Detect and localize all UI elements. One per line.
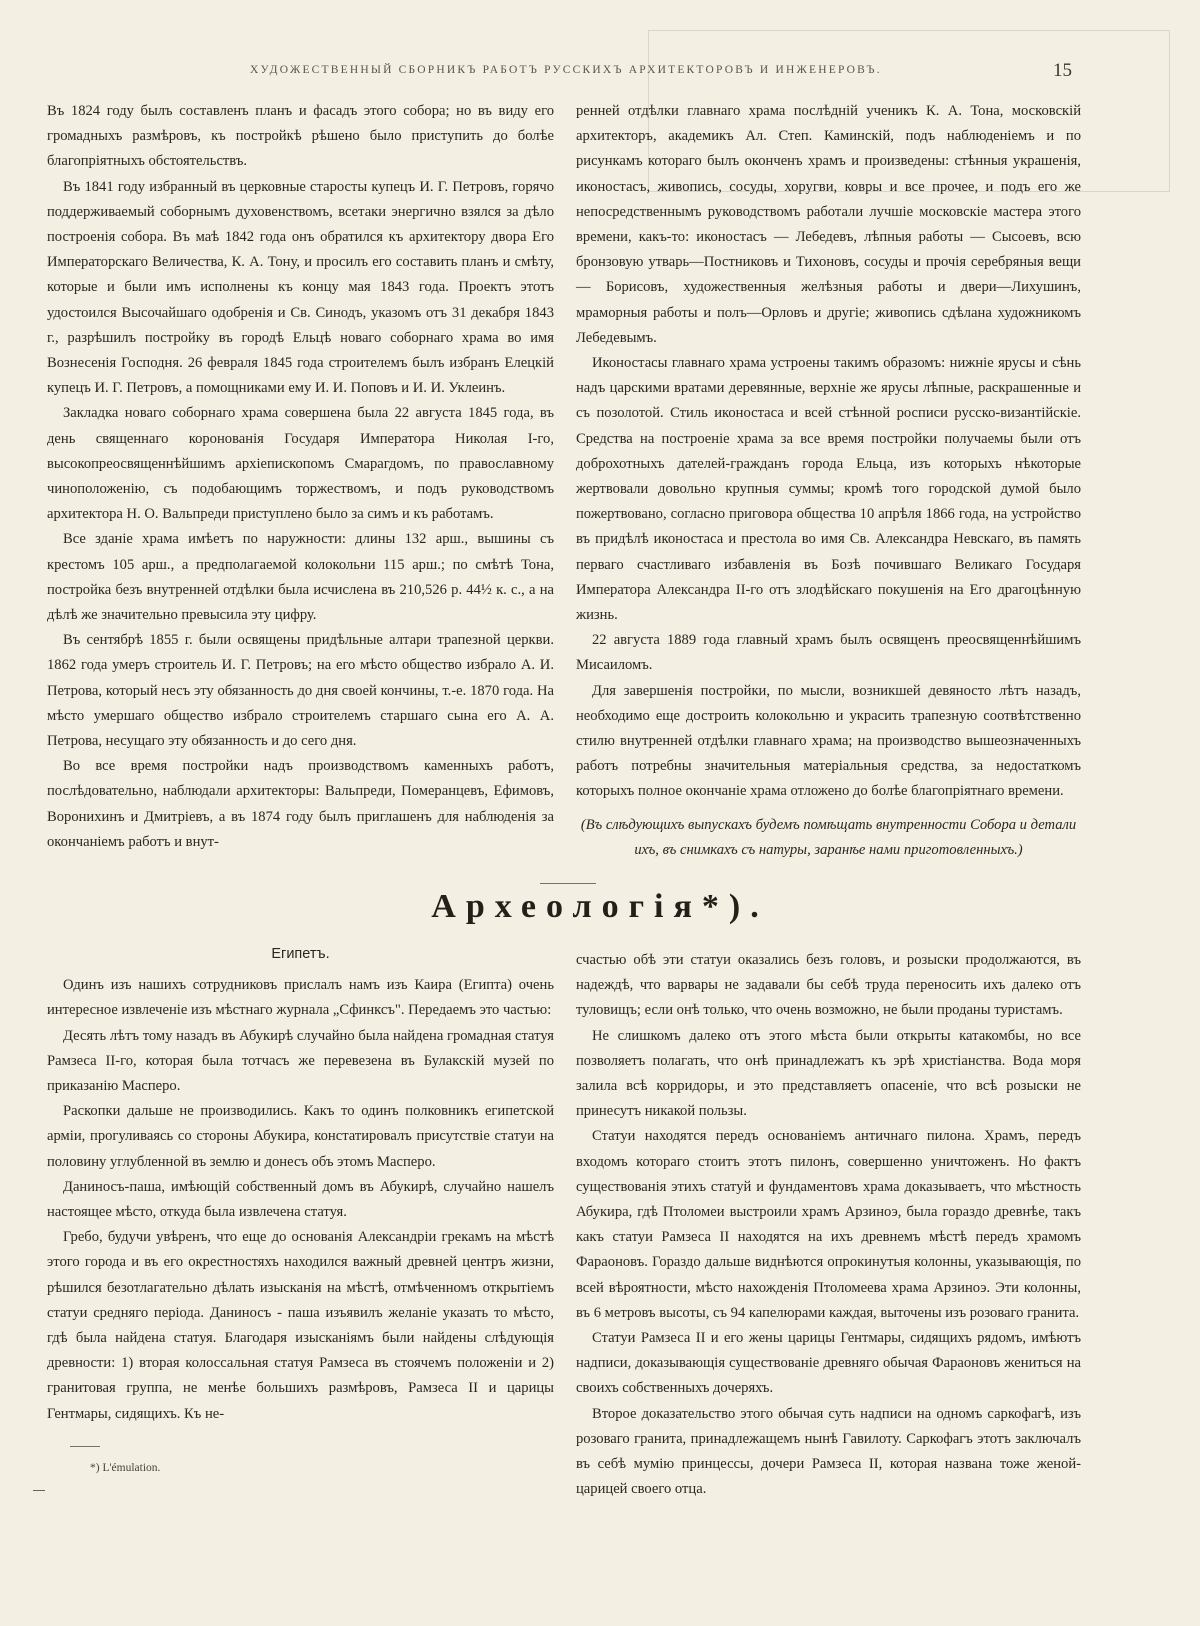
running-header bbox=[0, 60, 1200, 84]
footnote-rule bbox=[70, 1446, 100, 1447]
cathedral-column-right bbox=[576, 99, 1081, 863]
paragraph: Статуи находятся передъ основаніемъ античнаго пилона. Храмъ, передъ входомъ котораго стоитъ этотъ пилонъ, совершенно уничтоженъ. Но фактъ существованія этихъ статуй и фундаментовъ храма доказываетъ, что мѣстность Абукира, гдѣ Птоломеи выстроили храмъ Арзиноэ, была гораздо древнѣе, такъ какъ статуи Рамзеса II находятся на ихъ древнемъ мѣстѣ передъ храмомъ Фараоновъ. Гораздо дальше виднѣются опрокинутыя колонны, указывающія, по всей вѣроятности, мѣсто нахожденія Птоломеева храма Арзиноэ. Эти колонны, въ 6 метровъ высоты, съ 94 капелюрами каждая, выточены изъ розоваго гранита. bbox=[576, 1128, 1081, 1321]
paragraph: Гребо, будучи увѣренъ, что еще до основанія Александріи грекамъ на мѣстѣ этого города и въ его окрестностяхъ находился важный древней центръ жизни, рѣшился безотлагательно дѣлать изысканія на мѣстѣ, отмѣченномъ открытіемъ статуи средняго періода. Даниносъ - паша изъявилъ желаніе указать то мѣсто, гдѣ была найдена статуя. Благодаря изысканіямъ были найдены слѣдующія древности: 1) вторая колоссальная статуя Рамзеса въ стоячемъ положеніи и 2) гранитовая группа, не менѣе большихъ размѣровъ, Рамзеса II и царицы Гентмары, сидящихъ. Къ не- bbox=[47, 1229, 554, 1422]
paragraph: Даниносъ-паша, имѣющій собственный домъ въ Абукирѣ, случайно нашелъ настоящее мѣсто, откуда была извлечена статуя. bbox=[47, 1178, 554, 1221]
paragraph: Въ 1824 году былъ составленъ планъ и фасадъ этого собора; но въ виду его громадныхъ размѣровъ, къ постройкѣ рѣшено было приступить до болѣе благопріятныхъ обстоятельствъ. bbox=[47, 103, 554, 170]
paragraph: Десять лѣтъ тому назадъ въ Абукирѣ случайно была найдена громадная статуя Рамзеса II-го, которая была тотчасъ же перевезена въ Булакскій музей по приказанію Масперо. bbox=[47, 1027, 554, 1095]
paragraph: Иконостасы главнаго храма устроены такимъ образомъ: нижніе ярусы и сѣнь надъ царскими вратами деревянные, верхніе же ярусы лѣпные, раскрашенные и съ позолотой. Стиль иконостаса и всей стѣнной росписи русско-византійскіе. Средства на построеніе храма за все время постройки получаемы были отъ доброхотныхъ дателей-гражданъ города Ельца, изъ которыхъ нѣкоторые жертвовали довольно крупныя суммы; кромѣ того городской думой было пожертвовано, согласно приговора общества 10 апрѣля 1866 года, на устройство въ придѣлѣ иконостаса и престола во имя Св. Александра Невскаго, въ память перваго счастливаго избавленія въ Бозѣ почившаго Великаго Государя Императора Александра II-го отъ злодѣйскаго покушенія на Его драгоцѣнную жизнь. bbox=[576, 355, 1081, 624]
cathedral-column-left bbox=[47, 99, 554, 855]
paragraph: Не слишкомъ далеко отъ этого мѣста были открыты катакомбы, но все позволяетъ полагать, что онѣ принадлежатъ къ эрѣ христіанства. Вода моря залила всѣ корридоры, и это представляетъ опасеніе, что всѣ розыски не принесутъ никакой пользы. bbox=[576, 1027, 1081, 1120]
paragraph: счастью обѣ эти статуи оказались безъ головъ, и розыски продолжаются, въ надеждѣ, что варвары не задавали бы себѣ труда переносить ихъ далеко отъ туловищъ; если онѣ только, что очень возможно, не были проданы туристамъ. bbox=[576, 952, 1081, 1019]
subsection-heading: Египетъ. bbox=[271, 946, 330, 962]
paragraph: Статуи Рамзеса II и его жены царицы Гентмары, сидящихъ рядомъ, имѣютъ надписи, доказывающія существованіе древняго обычая Фараоновъ жениться на своихъ собственныхъ дочеряхъ. bbox=[576, 1330, 1081, 1397]
section-title: Археологія*). bbox=[431, 888, 769, 925]
paragraph: Раскопки дальше не производились. Какъ то одинъ полковникъ египетской арміи, прогуливаясь со стороны Абукира, констатировалъ присутствіе статуи на половину углубленной въ землю и донесъ объ этомъ Масперо. bbox=[47, 1103, 554, 1170]
paragraph: Закладка новаго соборнаго храма совершена была 22 августа 1845 года, въ день священнаго коронованія Государя Императора Николая I-го, высокопреосвященнѣйшимъ архіепископомъ Смарагдомъ, по православному чиноположенію, съ подобающимъ торжествомъ, и подъ руководствомъ архитектора Н. О. Вальпреди приступлено было за симъ и къ работамъ. bbox=[47, 405, 554, 523]
archaeology-column-right bbox=[576, 948, 1081, 1502]
margin-mark bbox=[33, 1490, 45, 1491]
editorial-note: (Въ слѣдующихъ выпускахъ будемъ помѣщать внутренности Собора и детали ихъ, въ снимкахъ съ натуры, заранѣе нами приготовленныхъ.) bbox=[580, 816, 1077, 858]
paragraph: Въ 1841 году избранный въ церковные старосты купецъ И. Г. Петровъ, горячо поддерживаемый соборнымъ духовенствомъ, всетаки энергично взялся за дѣло построенія собора. Въ маѣ 1842 года онъ обратился къ архитектору двора Его Императорскаго Величества, К. А. Тону, и просилъ его составить планъ и смѣту, которые и были имъ исполнены къ концу мая 1843 года. Проектъ этотъ удостоился Высочайшаго одобренія и Св. Синодъ, указомъ отъ 31 декабря 1843 г., разрѣшилъ постройку въ городѣ Ельцѣ новаго соборнаго храма во имя Вознесенія Господня. 26 февраля 1845 года строителемъ былъ избранъ Елецкій купецъ И. Г. Петровъ, а помощниками ему И. И. Поповъ и И. И. Уклеинъ. bbox=[47, 178, 554, 397]
paragraph: Одинъ изъ нашихъ сотрудниковъ прислалъ намъ изъ Каира (Египта) очень интересное извлеченіе изъ мѣстнаго журнала „Сфинксъ". Передаемъ это частью: bbox=[47, 977, 554, 1019]
paragraph: Все зданіе храма имѣетъ по наружности: длины 132 арш., вышины съ крестомъ 105 арш., а предполагаемой колокольни 115 арш.; по смѣтѣ Тона, постройка безъ внутренней отдѣлки была исчислена въ 210,526 р. 44½ к. с., а на дѣлѣ же значительно превысила эту цифру. bbox=[47, 531, 554, 624]
footnote: *) L'émulation. bbox=[90, 1462, 161, 1474]
page-number: 15 bbox=[1053, 60, 1072, 81]
archaeology-column-left bbox=[47, 942, 554, 1427]
section-divider bbox=[540, 883, 596, 884]
paragraph: Для завершенія постройки, по мысли, возникшей девяносто лѣтъ назадъ, необходимо еще достроить колокольню и украсить трапезную соотвѣтственно стилю внутренней отдѣлки главнаго храма; на производство вышеозначенныхъ работъ потребны значительныя матеріальныя средства, за недостаткомъ которыхъ полное окончаніе храма отложено до болѣе благопріятнаго времени. bbox=[576, 682, 1081, 800]
paragraph: 22 августа 1889 года главный храмъ былъ освященъ преосвященнѣйшимъ Мисаиломъ. bbox=[576, 632, 1081, 674]
paragraph: Второе доказательство этого обычая суть надписи на одномъ саркофагѣ, изъ розоваго гранита, принадлежащемъ нынѣ Гавилоту. Саркофагъ этотъ заключалъ въ себѣ мумію принцессы, дочери Рамзеса II, которая названа тоже женой-царицей своего отца. bbox=[576, 1405, 1081, 1498]
running-title: ХУДОЖЕСТВЕННЫЙ СБОРНИКЪ РАБОТЪ РУССКИХЪ АРХИТЕКТОРОВЪ И ИНЖЕНЕРОВЪ. bbox=[250, 64, 882, 76]
paragraph: ренней отдѣлки главнаго храма послѣдній ученикъ К. А. Тона, московскій архитекторъ, академикъ Ал. Степ. Каминскій, подъ наблюденіемъ и по рисункамъ котораго былъ оконченъ храмъ и произведены: стѣнныя украшенія, иконостасъ, живопись, сосуды, хоругви, ковры и все прочее, и подъ его же непосредственнымъ руководствомъ работали лучшіе московскіе мастера этого времени, какъ-то: иконостасъ — Лебедевъ, лѣпныя работы — Сысоевъ, всю бронзовую утварь—Постниковъ и Тихоновъ, сосуды и прочія серебряныя вещи — Борисовъ, художественныя желѣзныя работы и двери—Лихушинъ, мраморныя работы и полъ—Орловъ и другіе; живопись сдѣлана художникомъ Лебедевымъ. bbox=[576, 103, 1081, 346]
paragraph: Во все время постройки надъ производствомъ каменныхъ работъ, послѣдовательно, наблюдали архитекторы: Вальпреди, Померанцевъ, Ефимовъ, Воронихинъ и Дмитріевъ, а въ 1874 году былъ приглашенъ для наблюденія за окончаніемъ работъ и внут- bbox=[47, 758, 554, 850]
paragraph: Въ сентябрѣ 1855 г. были освящены придѣльные алтари трапезной церкви. 1862 года умеръ строитель И. Г. Петровъ; на его мѣсто общество избрало А. И. Петрова, который несъ эту обязанность до дня своей кончины, т.-е. 1870 года. На мѣсто умершаго общество избрало строителемъ старшаго сына его А. А. Петрова, несущаго эту обязанность и до сего дня. bbox=[47, 632, 554, 750]
